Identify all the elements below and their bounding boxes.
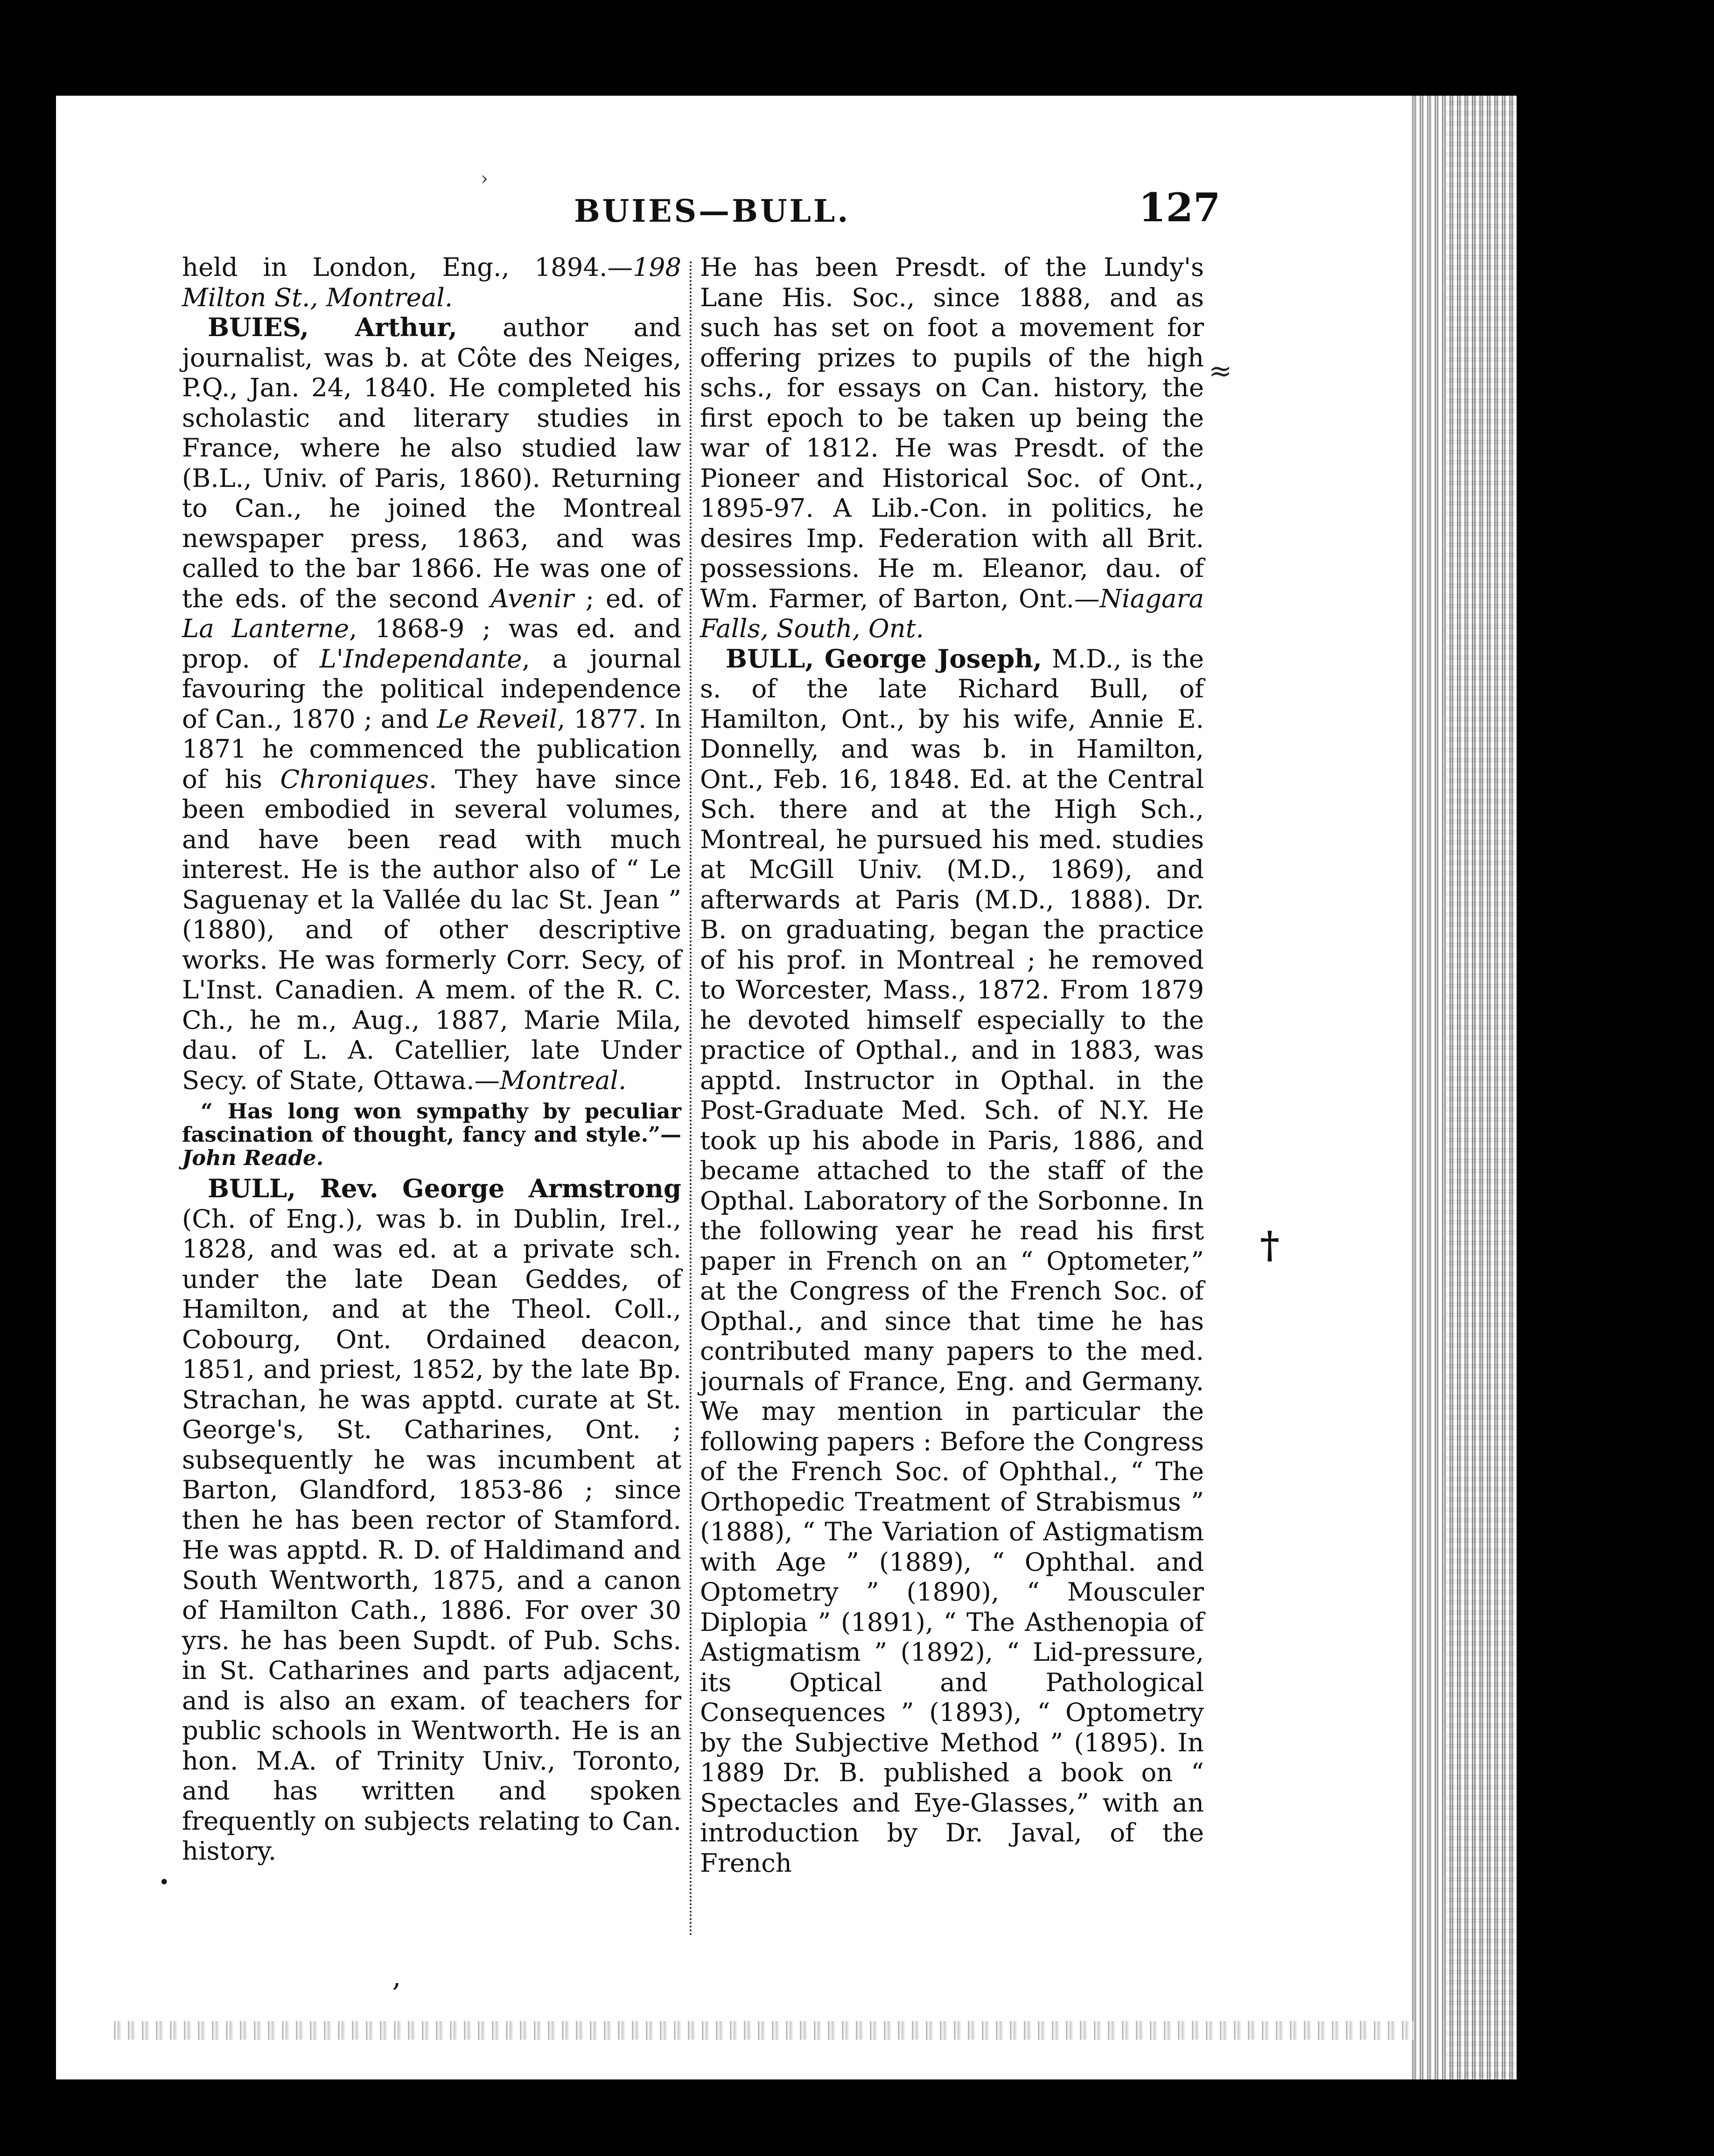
stray-dot: •: [159, 1872, 170, 1893]
entry-text: . They have since been embodied in several volumes, and have been read with much interest. He is the author also of “ Le Saguenay et la Vallée du lac St. Jean ” (1880), and of other descriptive works. He was formerly Corr. Secy, of L'Inst. Canadien. A mem. of the R. C. Ch., he m., Aug., 1887, Marie Mila, dau. of L. A. Catellier, late Under Secy. of State, Ottawa.—: [182, 764, 681, 1095]
italic-title: L'Independante: [319, 643, 522, 674]
entry-name: BULL, Rev. George Armstrong: [208, 1173, 681, 1203]
italic-title: Avenir: [490, 583, 574, 613]
stray-mark: ›: [481, 168, 488, 190]
margin-mark: †: [1260, 1223, 1280, 1267]
italic-title: La Lanterne: [182, 613, 350, 643]
page-header: [182, 184, 1221, 240]
entry-text: , 1877. In 1871 he commenced the publication of his: [182, 703, 681, 794]
page-number: 127: [1139, 184, 1221, 231]
italic-title: Le Reveil: [437, 703, 558, 734]
entry-address: Niagara Falls, South, Ont.: [700, 583, 1204, 643]
entry-text: held in London, Eng., 1894.—: [182, 252, 633, 282]
entry-text: ; ed. of: [574, 583, 682, 613]
entry-address: 198 Milton St., Montreal.: [182, 252, 681, 312]
column-divider: [690, 261, 692, 1937]
entry-text: M.D., is the s. of the late Richard Bull, of Hamilton, Ont., by his wife, Annie E. Donnelly, and was b. in Hamilton, Ont., Feb. 16, 1848. Ed. at the Central Sch. there and at the High Sch., Montreal, he pursued his med. studies at McGill Univ. (M.D., 1869), and afterwards at Paris (M.D., 1888). Dr. B. on graduating, began the practice of his prof. in Montreal ; he removed to Worcester, Mass., 1872. From 1879 he devoted himself especially to the practice of Opthal., and in 1883, was apptd. Instructor in Opthal. in the Post-Graduate Med. Sch. of N.Y. He took up his abode in Paris, 1886, and became attached to the staff of the Opthal. Laboratory of the Sorbonne. In the following year he read his first paper in French on an “ Optometer,” at the Congress of the French Soc. of Opthal., and since that time he has contributed many papers to the med. journals of France, Eng. and Germany. We may mention in particular the following papers : Before the Congress of the French Soc. of Ophthal., “ The Orthopedic Treatment of Strabismus ” (1888), “ The Variation of Astigmatism with Age ” (1889), “ Ophthal. and Optometry ” (1890), “ Mousculer Diplopia ” (1891), “ The Asthenopia of Astigmatism ” (1892), “ Lid-pressure, its Optical and Pathological Consequences ” (1893), “ Optometry by the Subjective Method ” (1895). In 1889 Dr. B. published a book on “ Spectacles and Eye-Glasses,” with an introduction by Dr. Javal, of the French: [700, 643, 1204, 1878]
entry-text: , a journal favouring the political independence of Can., 1870 ; and: [182, 643, 681, 734]
bottom-scan-noise: [107, 2021, 1414, 2040]
continued-entry: [700, 252, 1204, 644]
entry-quote: [182, 1100, 681, 1170]
stray-mark: ‚: [392, 1960, 401, 1993]
entry-text: He has been Presdt. of the Lundy's Lane His. Soc., since 1888, and as such has set on foot a movement for offering prizes to pupils of the high schs., for essays on Can. history, the first epoch to be taken up being the war of 1812. He was Presdt. of the Pioneer and Historical Soc. of Ont., 1895-97. A Lib.-Con. in politics, he desires Imp. Federation with all Brit. possessions. He m. Eleanor, dau. of Wm. Farmer, of Barton, Ont.—: [700, 252, 1204, 613]
continued-entry: [182, 252, 681, 312]
entry-address: Montreal.: [500, 1065, 627, 1095]
entry-name: BUIES, Arthur,: [208, 312, 457, 342]
entry-bull-george-armstrong: [182, 1173, 681, 1866]
entry-text: (Ch. of Eng.), was b. in Dublin, Irel., 1828, and was ed. at a private sch. under the late Dean Geddes, of Hamilton, and at the Theol. Coll., Cobourg, Ont. Ordained deacon, 1851, and priest, 1852, by the late Bp. Strachan, he was apptd. curate at St. George's, St. Catharines, Ont. ; subsequently he was incumbent at Barton, Glandford, 1853-86 ; since then he has been rector of Stamford. He was apptd. R. D. of Haldimand and South Wentworth, 1875, and a canon of Hamilton Cath., 1886. For over 30 yrs. he has been Supdt. of Pub. Schs. in St. Catharines and parts adjacent, and is also an exam. of teachers for public schools in Wentworth. He is an hon. M.A. of Trinity Univ., Toronto, and has written and spoken frequently on subjects relating to Can. history.: [182, 1203, 681, 1866]
running-head: BUIES—BULL.: [574, 193, 851, 229]
right-column: [700, 252, 1204, 1878]
margin-pencil-mark: ≈: [1209, 355, 1232, 387]
entry-bull-george-joseph: [700, 644, 1204, 1878]
quote-attribution: John Reade.: [182, 1145, 324, 1170]
entry-text: author and journalist, was b. at Côte des Neiges, P.Q., Jan. 24, 1840. He completed his scholastic and literary studies in France, where he also studied law (B.L., Univ. of Paris, 1860). Returning to Can., he joined the Montreal newspaper press, 1863, and was called to the bar 1866. He was one of the eds. of the second: [182, 312, 681, 613]
entry-name: BULL, George Joseph,: [726, 643, 1042, 674]
left-column: [182, 252, 681, 1866]
entry-buies-arthur: [182, 312, 681, 1095]
italic-title: Chroniques: [280, 764, 429, 794]
entry-text: , 1868-9 ; was ed. and prop. of: [182, 613, 681, 674]
scan-border-right: [1517, 96, 1587, 2079]
quote-text: “ Has long won sympathy by peculiar fascination of thought, fancy and style.”—: [182, 1099, 681, 1147]
